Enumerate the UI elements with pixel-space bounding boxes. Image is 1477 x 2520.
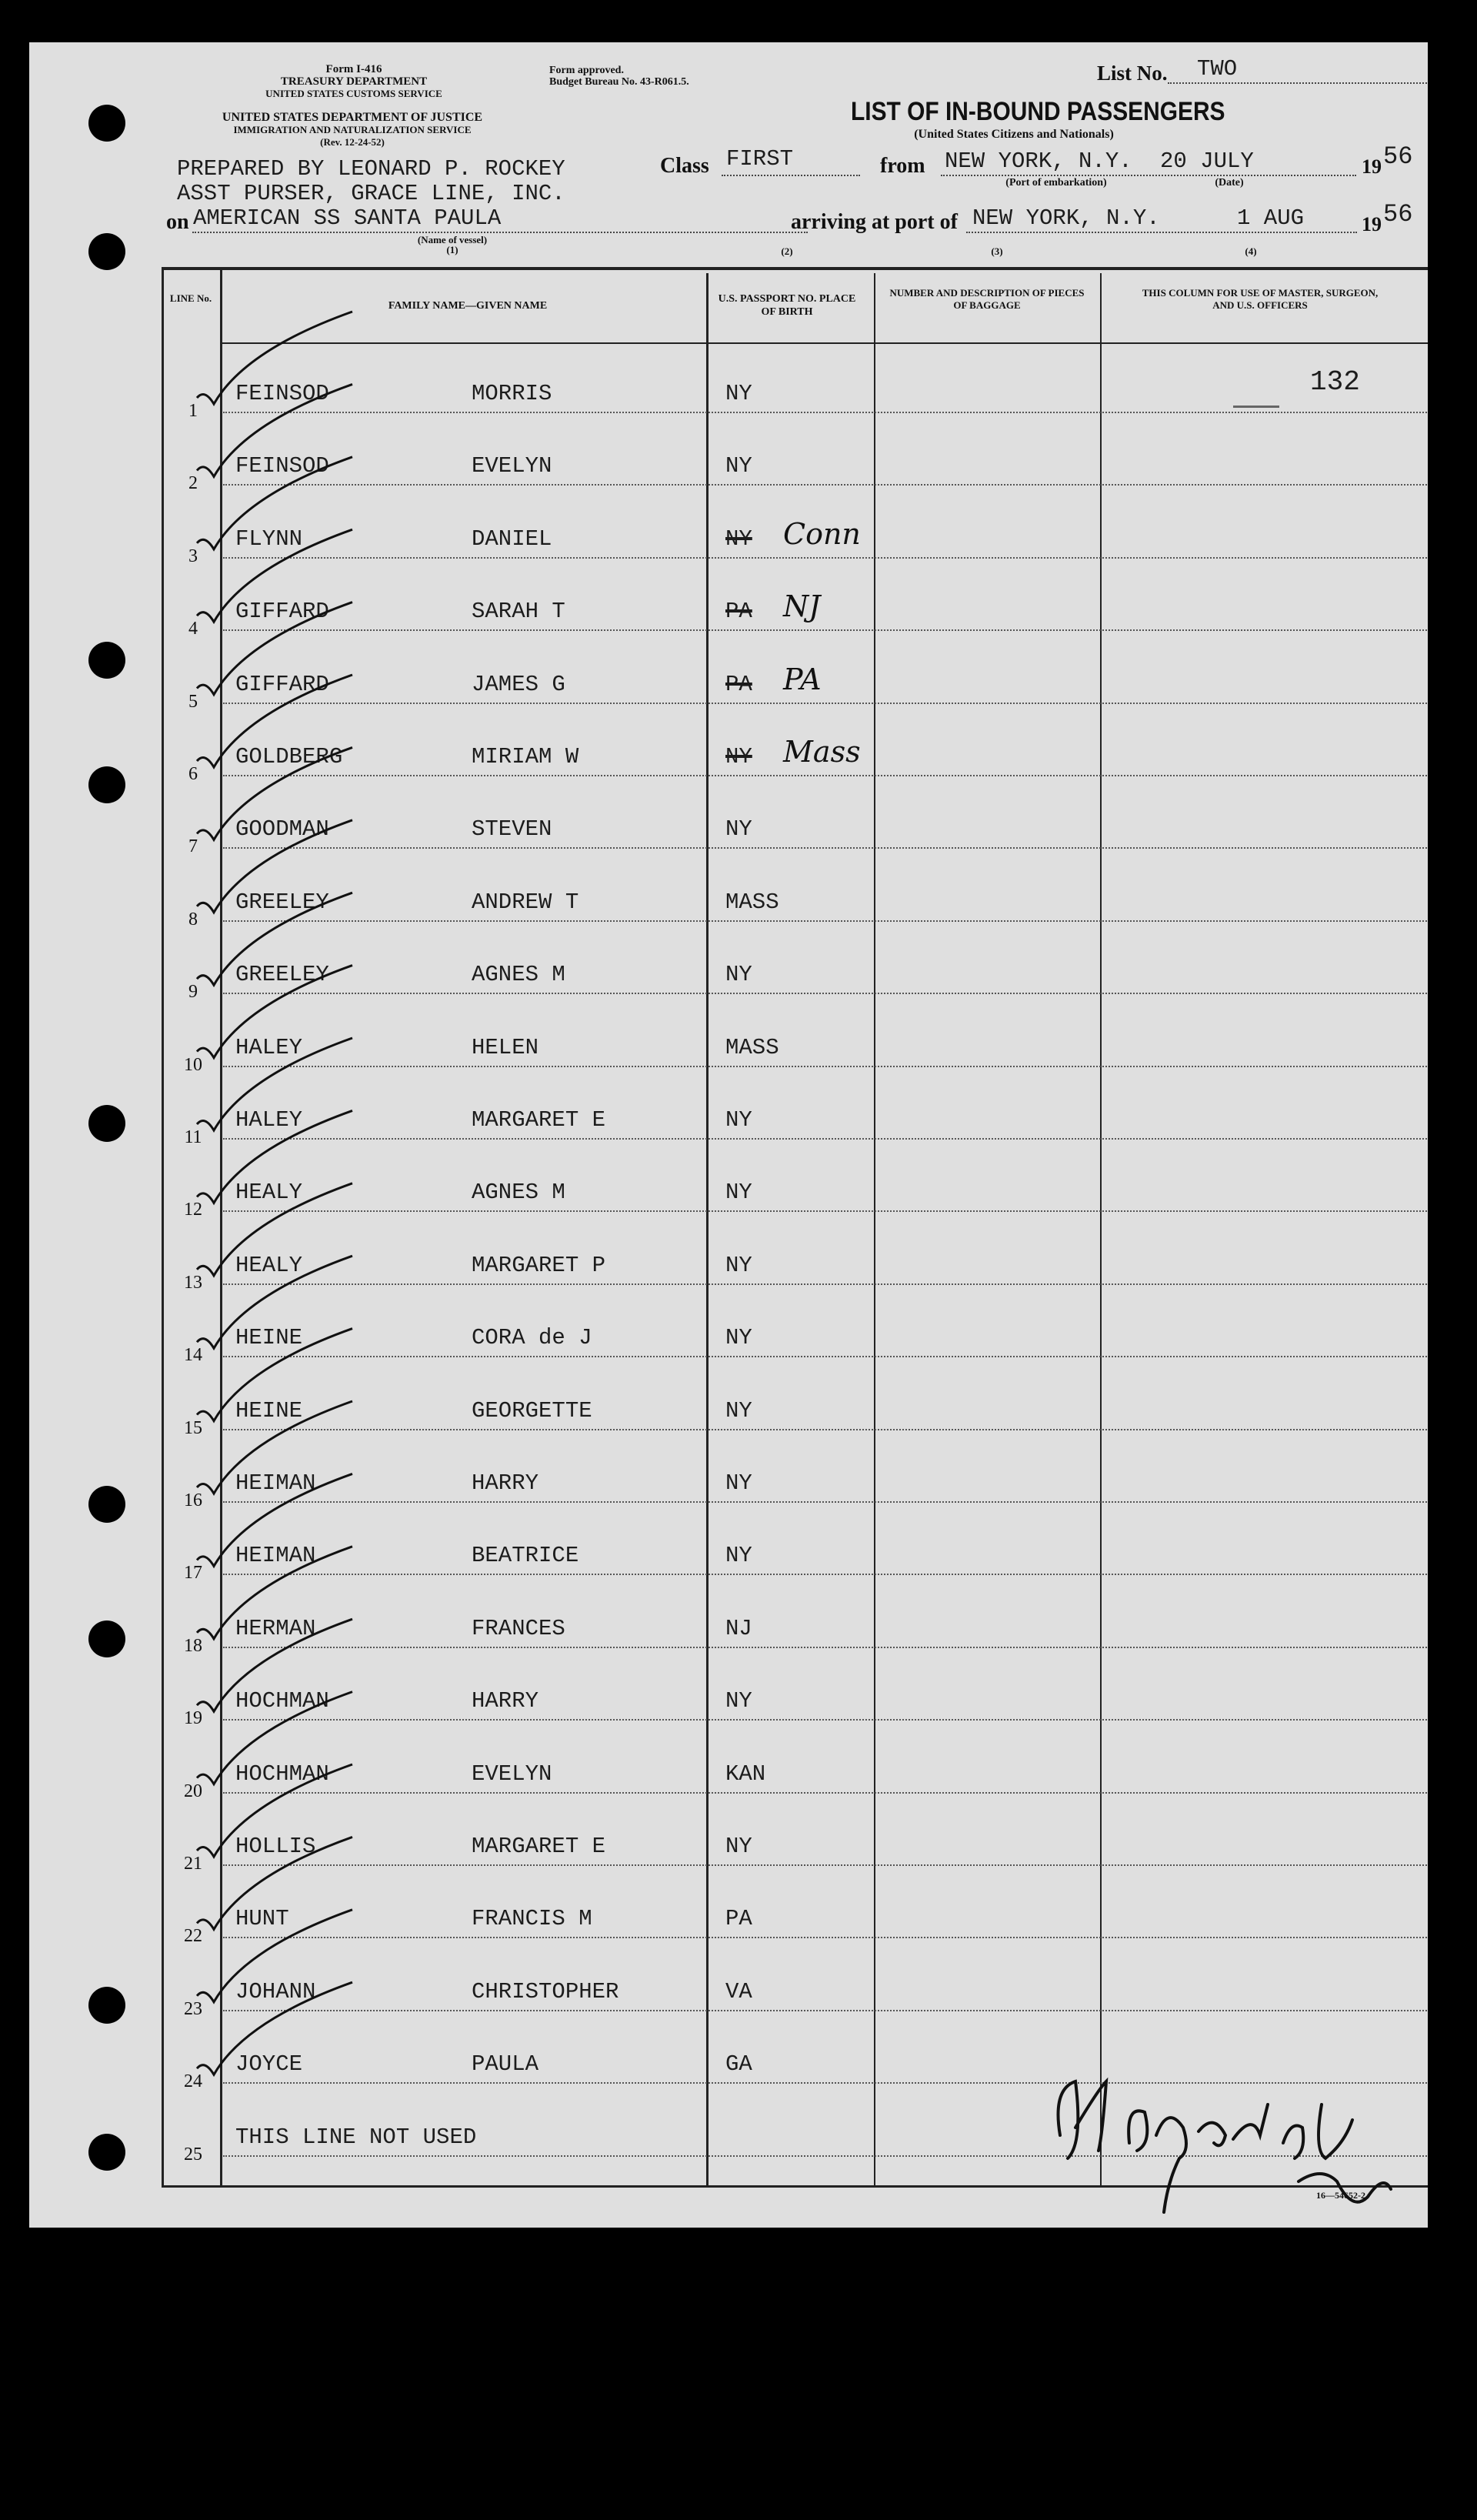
binder-hole bbox=[88, 233, 125, 270]
table-row bbox=[223, 703, 1428, 704]
footer-code: 16—54652-2 bbox=[1316, 2190, 1365, 2201]
place-of-birth: NY bbox=[725, 1252, 752, 1278]
table-row bbox=[223, 1138, 1428, 1140]
revision: (Rev. 12-24-52) bbox=[320, 136, 385, 148]
place-of-birth: PA bbox=[725, 599, 752, 625]
family-name: HALEY bbox=[235, 1107, 303, 1133]
place-of-birth: GA bbox=[725, 2051, 752, 2078]
class-value: FIRST bbox=[726, 146, 794, 172]
given-name: MARGARET P bbox=[472, 1252, 606, 1278]
given-name: HARRY bbox=[472, 1688, 539, 1714]
family-name: HEINE bbox=[235, 1325, 303, 1351]
line-number: 5 bbox=[188, 691, 198, 712]
given-name: HARRY bbox=[472, 1470, 539, 1496]
place-of-birth: NY bbox=[725, 1325, 752, 1351]
table-row bbox=[223, 1574, 1428, 1575]
embarkation-year: 56 bbox=[1383, 142, 1413, 171]
table-row bbox=[223, 484, 1428, 486]
given-name: PAULA bbox=[472, 2051, 539, 2078]
family-name: JOHANN bbox=[235, 1978, 316, 2004]
signature bbox=[1029, 2058, 1414, 2228]
place-of-birth: NY bbox=[725, 526, 752, 552]
year-prefix-2: 19 bbox=[1362, 213, 1382, 235]
birth-correction: NJ bbox=[783, 589, 821, 624]
line-number: 3 bbox=[188, 546, 198, 566]
check-marks bbox=[29, 42, 1428, 2228]
line-number: 14 bbox=[184, 1345, 202, 1366]
family-name: HEALY bbox=[235, 1180, 303, 1206]
place-of-birth: NY bbox=[725, 1834, 752, 1859]
place-of-birth: NY bbox=[725, 1180, 752, 1206]
col-header-passport: U.S. PASSPORT NO. PLACE OF BIRTH bbox=[718, 293, 856, 318]
line-number: 11 bbox=[184, 1127, 202, 1147]
place-of-birth: NY bbox=[725, 1397, 752, 1424]
given-name: MARGARET E bbox=[472, 1107, 606, 1133]
place-of-birth: VA bbox=[725, 1978, 752, 2004]
family-name: FEINSOD bbox=[235, 381, 329, 406]
birth-correction: Conn bbox=[783, 516, 861, 551]
line-number: 15 bbox=[184, 1417, 202, 1438]
table-row bbox=[223, 412, 1428, 413]
birth-correction: Mass bbox=[783, 735, 861, 769]
line-number: 18 bbox=[184, 1635, 202, 1656]
given-name: AGNES M bbox=[472, 1180, 565, 1206]
table-row bbox=[223, 629, 1428, 631]
line-number: 12 bbox=[184, 1200, 202, 1220]
line-number: 9 bbox=[188, 982, 198, 1003]
document-page bbox=[29, 42, 1428, 2228]
given-name: SARAH T bbox=[472, 599, 565, 625]
given-name: AGNES M bbox=[472, 962, 565, 988]
place-of-birth: NY bbox=[725, 381, 752, 406]
place-of-birth: NJ bbox=[725, 1615, 752, 1641]
line-number: 1 bbox=[188, 401, 198, 421]
given-name: EVELYN bbox=[472, 453, 552, 479]
family-name: HEINE bbox=[235, 1397, 303, 1424]
table-row bbox=[223, 1864, 1428, 1866]
table-row bbox=[223, 1792, 1428, 1794]
family-name: FLYNN bbox=[235, 526, 303, 552]
ins: IMMIGRATION AND NATURALIZATION SERVICE bbox=[233, 124, 472, 135]
class-label: Class bbox=[660, 154, 709, 178]
given-name: BEATRICE bbox=[472, 1543, 579, 1569]
arrival-port: NEW YORK, N.Y. bbox=[972, 205, 1160, 231]
place-of-birth: PA bbox=[725, 671, 752, 697]
list-no-label: List No. bbox=[1097, 62, 1168, 85]
table-row bbox=[223, 1501, 1428, 1503]
table-row bbox=[223, 1356, 1428, 1357]
table-row bbox=[223, 775, 1428, 776]
place-of-birth: NY bbox=[725, 744, 752, 769]
place-of-birth: NY bbox=[725, 453, 752, 479]
embarkation-port: NEW YORK, N.Y. bbox=[945, 149, 1132, 174]
date-caption: (Date) bbox=[1215, 177, 1244, 189]
arriving-label: arriving at port of bbox=[791, 210, 958, 234]
treasury-dept: TREASURY DEPARTMENT bbox=[280, 75, 428, 88]
given-name: FRANCES bbox=[472, 1615, 565, 1641]
family-name: HALEY bbox=[235, 1034, 303, 1060]
table-row bbox=[223, 1647, 1428, 1648]
given-name: CORA de J bbox=[472, 1325, 592, 1351]
table-row bbox=[223, 1283, 1428, 1285]
port-caption: (Port of embarkation) bbox=[1005, 177, 1107, 189]
given-name: MARGARET E bbox=[472, 1834, 606, 1859]
col-num-1: (1) bbox=[446, 244, 458, 255]
family-name: HUNT bbox=[235, 1906, 289, 1932]
given-name: EVELYN bbox=[472, 1761, 552, 1787]
document-title: LIST OF IN-BOUND PASSENGERS bbox=[851, 97, 1225, 126]
family-name: GIFFARD bbox=[235, 671, 329, 697]
family-name: HOLLIS bbox=[235, 1834, 316, 1859]
family-name: HERMAN bbox=[235, 1615, 316, 1641]
table-row bbox=[223, 1429, 1428, 1430]
given-name: DANIEL bbox=[472, 526, 552, 552]
prepared-by-line1: PREPARED BY LEONARD P. ROCKEY bbox=[177, 156, 565, 182]
place-of-birth: NY bbox=[725, 1543, 752, 1569]
place-of-birth: NY bbox=[725, 816, 752, 843]
from-label: from bbox=[880, 154, 925, 178]
binder-hole bbox=[88, 1486, 125, 1523]
binder-hole bbox=[88, 1987, 125, 2024]
family-name: HEALY bbox=[235, 1252, 303, 1278]
vessel-caption: (Name of vessel) bbox=[417, 234, 488, 245]
line-number: 2 bbox=[188, 473, 198, 494]
family-name: HEIMAN bbox=[235, 1543, 316, 1569]
family-name: JOYCE bbox=[235, 2051, 303, 2078]
line-number: 10 bbox=[184, 1054, 202, 1075]
binder-hole bbox=[88, 1620, 125, 1657]
budget-bureau: Budget Bureau No. 43-R061.5. bbox=[549, 76, 689, 88]
line-number: 19 bbox=[184, 1708, 202, 1729]
list-no-value: TWO bbox=[1197, 56, 1238, 82]
line-number: 4 bbox=[188, 619, 198, 639]
table-row bbox=[223, 920, 1428, 922]
on-label: on bbox=[166, 210, 189, 234]
family-name: GOODMAN bbox=[235, 816, 329, 843]
arrival-year: 56 bbox=[1383, 200, 1413, 229]
line-number: 23 bbox=[184, 1998, 202, 2019]
place-of-birth: PA bbox=[725, 1906, 752, 1932]
table-row bbox=[223, 1066, 1428, 1067]
given-name: CHRISTOPHER bbox=[472, 1978, 619, 2004]
family-name: HOCHMAN bbox=[235, 1761, 329, 1787]
given-name: MORRIS bbox=[472, 381, 552, 406]
place-of-birth: KAN bbox=[725, 1761, 766, 1787]
place-of-birth: NY bbox=[725, 962, 752, 988]
given-name: STEVEN bbox=[472, 816, 552, 843]
binder-hole bbox=[88, 105, 125, 142]
line-number: 8 bbox=[188, 909, 198, 930]
given-name: GEORGETTE bbox=[472, 1397, 592, 1424]
family-name: GREELEY bbox=[235, 962, 329, 988]
family-name: GOLDBERG bbox=[235, 744, 343, 769]
prepared-by-line2: ASST PURSER, GRACE LINE, INC. bbox=[177, 181, 565, 206]
customs-service: UNITED STATES CUSTOMS SERVICE bbox=[265, 88, 442, 99]
line-number: 6 bbox=[188, 764, 198, 784]
table-row bbox=[223, 2010, 1428, 2011]
birth-correction: PA bbox=[783, 662, 822, 696]
place-of-birth: MASS bbox=[725, 889, 779, 915]
document-subtitle: (United States Citizens and Nationals) bbox=[914, 128, 1114, 141]
line-number: 20 bbox=[184, 1781, 202, 1801]
year-prefix: 19 bbox=[1362, 155, 1382, 178]
line-number: 22 bbox=[184, 1926, 202, 1947]
family-name: HOCHMAN bbox=[235, 1688, 329, 1714]
given-name: HELEN bbox=[472, 1034, 539, 1060]
binder-hole bbox=[88, 766, 125, 803]
place-of-birth: NY bbox=[725, 1470, 752, 1496]
col-num-4: (4) bbox=[1245, 245, 1257, 257]
given-name: MIRIAM W bbox=[472, 744, 579, 769]
table-row bbox=[223, 557, 1428, 559]
form-number: Form I-416 bbox=[325, 63, 382, 75]
line-number: 24 bbox=[184, 2071, 202, 2092]
form-approved: Form approved. bbox=[549, 65, 624, 76]
col-header-officers: THIS COLUMN FOR USE OF MASTER, SURGEON, AND U.S. OFFICERS bbox=[1142, 287, 1379, 311]
arrival-date: 1 AUG bbox=[1237, 205, 1305, 231]
officer-note: 132 bbox=[1310, 366, 1360, 398]
family-name: THIS LINE NOT USED bbox=[235, 2124, 477, 2150]
table-row bbox=[223, 1719, 1428, 1721]
doj: UNITED STATES DEPARTMENT OF JUSTICE bbox=[222, 111, 483, 124]
given-name: ANDREW T bbox=[472, 889, 579, 915]
binder-hole bbox=[88, 642, 125, 679]
col-num-2: (2) bbox=[781, 245, 793, 257]
binder-hole bbox=[88, 2134, 125, 2171]
line-number: 13 bbox=[184, 1272, 202, 1293]
binder-hole bbox=[88, 1105, 125, 1142]
line-number: 17 bbox=[184, 1563, 202, 1584]
table-row bbox=[223, 993, 1428, 994]
place-of-birth: MASS bbox=[725, 1034, 779, 1060]
embarkation-date: 20 JULY bbox=[1160, 149, 1254, 174]
col-header-line-no: LINE No. bbox=[169, 292, 212, 304]
family-name: HEIMAN bbox=[235, 1470, 316, 1496]
family-name: GIFFARD bbox=[235, 599, 329, 625]
line-number: 16 bbox=[184, 1490, 202, 1510]
table-row bbox=[223, 1937, 1428, 1938]
place-of-birth: NY bbox=[725, 1688, 752, 1714]
given-name: FRANCIS M bbox=[472, 1906, 592, 1932]
line-number: 21 bbox=[184, 1854, 202, 1874]
given-name: JAMES G bbox=[472, 671, 565, 697]
table-row bbox=[223, 1210, 1428, 1212]
family-name: FEINSOD bbox=[235, 453, 329, 479]
col-header-baggage: NUMBER AND DESCRIPTION OF PIECES OF BAGGAGE bbox=[889, 287, 1085, 311]
line-number: 7 bbox=[188, 836, 198, 857]
table-row bbox=[223, 847, 1428, 849]
col-header-name: FAMILY NAME—GIVEN NAME bbox=[388, 300, 548, 312]
family-name: GREELEY bbox=[235, 889, 329, 915]
col-num-3: (3) bbox=[991, 245, 1003, 257]
line-number: 25 bbox=[184, 2144, 202, 2165]
place-of-birth: NY bbox=[725, 1107, 752, 1133]
vessel-name: AMERICAN SS SANTA PAULA bbox=[193, 205, 502, 231]
